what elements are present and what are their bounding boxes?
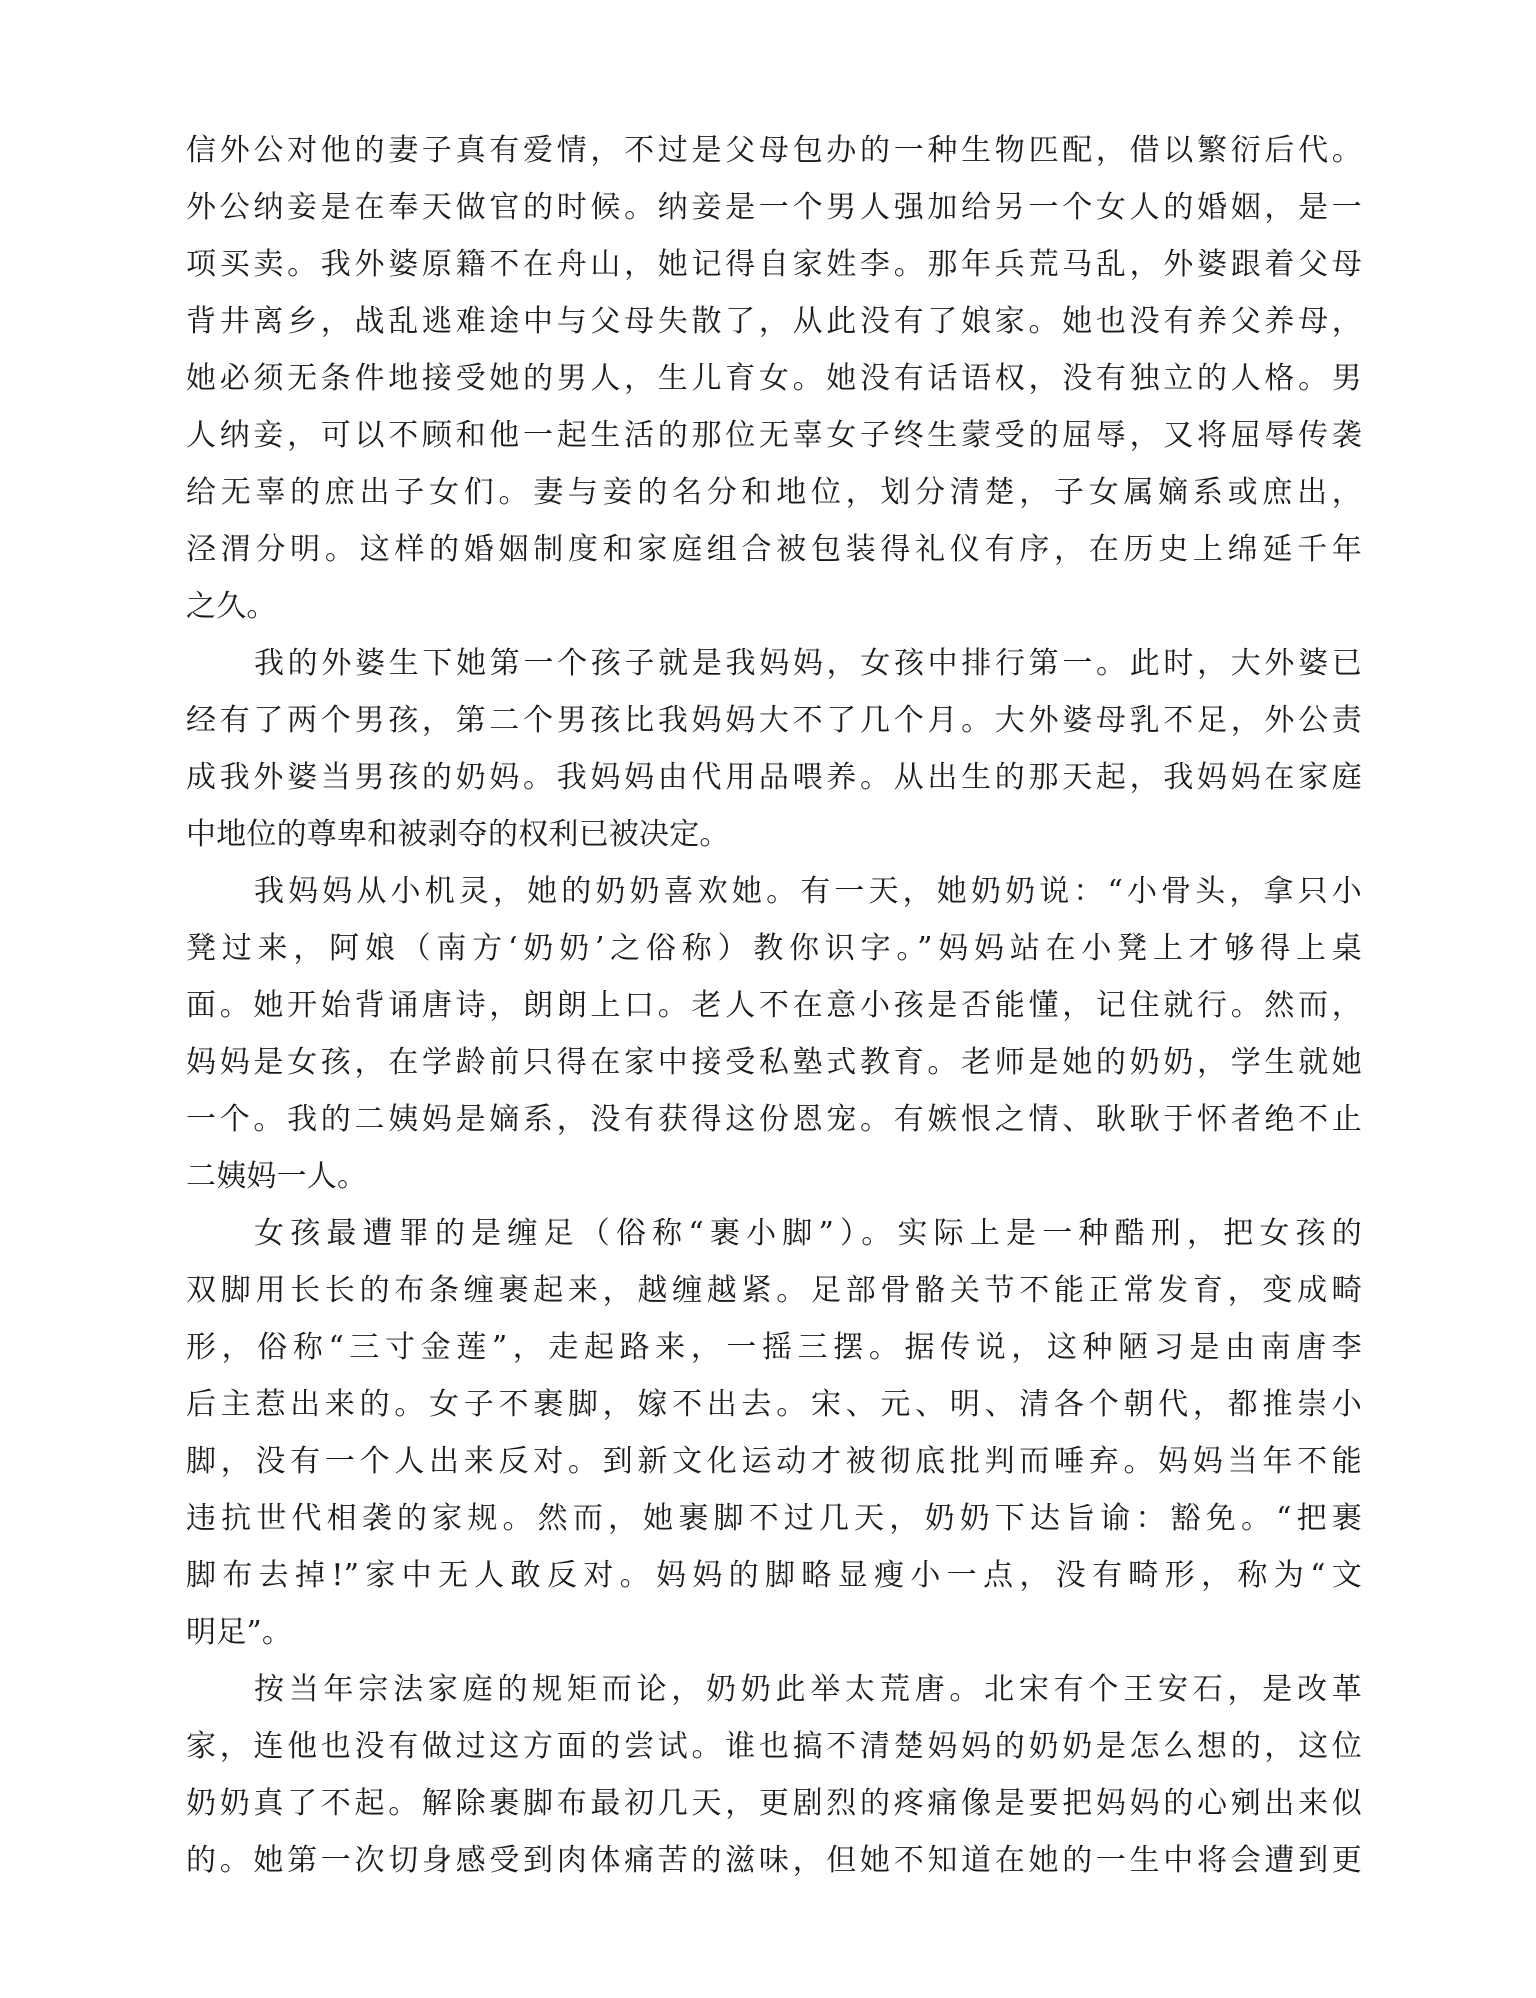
text-line: 后主惹出来的。女子不裹脚，嫁不出去。宋、元、明、清各个朝代，都推崇小 (186, 1387, 1362, 1422)
text-line: 按当年宗法家庭的规矩而论，奶奶此举太荒唐。北宋有个王安石，是改革 (254, 1672, 1362, 1707)
text-line: 信外公对他的妻子真有爱情，不过是父母包办的一种生物匹配，借以繁衍后代。 (186, 133, 1362, 168)
text-line: 双脚用长长的布条缠裹起来，越缠越紧。足部骨骼关节不能正常发育，变成畸 (186, 1273, 1362, 1308)
text-line: 人纳妾，可以不顾和他一起生活的那位无辜女子终生蒙受的屈辱，又将屈辱传袭 (186, 418, 1362, 453)
text-line: 外公纳妾是在奉天做官的时候。纳妾是一个男人强加给另一个女人的婚姻，是一 (186, 190, 1362, 225)
text-line: 面。她开始背诵唐诗，朗朗上口。老人不在意小孩是否能懂，记住就行。然而， (186, 988, 1362, 1023)
text-line: 奶奶真了不起。解除裹脚布最初几天，更剧烈的疼痛像是要把妈妈的心剜出来似 (186, 1786, 1362, 1821)
text-line: 凳过来，阿娘（南方‘奶奶’之俗称）教你识字。”妈妈站在小凳上才够得上桌 (186, 931, 1362, 966)
text-line: 成我外婆当男孩的奶妈。我妈妈由代用品喂养。从出生的那天起，我妈妈在家庭 (186, 760, 1362, 795)
text-line: 经有了两个男孩，第二个男孩比我妈妈大不了几个月。大外婆母乳不足，外公责 (186, 703, 1362, 738)
text-line: 脚，没有一个人出来反对。到新文化运动才被彻底批判而唾弃。妈妈当年不能 (186, 1444, 1362, 1479)
text-line: 家，连他也没有做过这方面的尝试。谁也搞不清楚妈妈的奶奶是怎么想的，这位 (186, 1729, 1362, 1764)
text-line: 明足”。 (186, 1615, 293, 1650)
text-line: 背井离乡，战乱逃难途中与父母失散了，从此没有了娘家。她也没有养父养母， (186, 304, 1362, 339)
text-line: 给无辜的庶出子女们。妻与妾的名分和地位，划分清楚，子女属嫡系或庶出， (186, 475, 1362, 510)
text-line: 的。她第一次切身感受到肉体痛苦的滋味，但她不知道在她的一生中将会遭到更 (186, 1843, 1362, 1878)
text-line: 中地位的尊卑和被剥夺的权利已被决定。 (186, 817, 730, 852)
body-text (186, 122, 1362, 1889)
text-line: 我妈妈从小机灵，她的奶奶喜欢她。有一天，她奶奶说：“小骨头，拿只小 (254, 874, 1362, 909)
text-line: 违抗世代相袭的家规。然而，她裹脚不过几天，奶奶下达旨谕：豁免。“把裹 (186, 1501, 1362, 1536)
text-line: 我的外婆生下她第一个孩子就是我妈妈，女孩中排行第一。此时，大外婆已 (254, 646, 1362, 681)
text-line: 泾渭分明。这样的婚姻制度和家庭组合被包装得礼仪有序，在历史上绵延千年 (186, 532, 1362, 567)
text-line: 妈妈是女孩，在学龄前只得在家中接受私塾式教育。老师是她的奶奶，学生就她 (186, 1045, 1362, 1080)
text-line: 一个。我的二姨妈是嫡系，没有获得这份恩宠。有嫉恨之情、耿耿于怀者绝不止 (186, 1102, 1362, 1137)
text-line: 二姨妈一人。 (186, 1159, 368, 1194)
text-line: 脚布去掉!”家中无人敢反对。妈妈的脚略显瘦小一点，没有畸形，称为“文 (186, 1558, 1362, 1593)
text-line: 项买卖。我外婆原籍不在舟山，她记得自家姓李。那年兵荒马乱，外婆跟着父母 (186, 247, 1362, 282)
text-line: 之久。 (186, 589, 277, 624)
text-line: 女孩最遭罪的是缠足（俗称“裹小脚”）。实际上是一种酷刑，把女孩的 (254, 1216, 1362, 1251)
text-line: 形，俗称“三寸金莲”，走起路来，一摇三摆。据传说，这种陋习是由南唐李 (186, 1330, 1362, 1365)
text-line: 她必须无条件地接受她的男人，生儿育女。她没有话语权，没有独立的人格。男 (186, 361, 1362, 396)
